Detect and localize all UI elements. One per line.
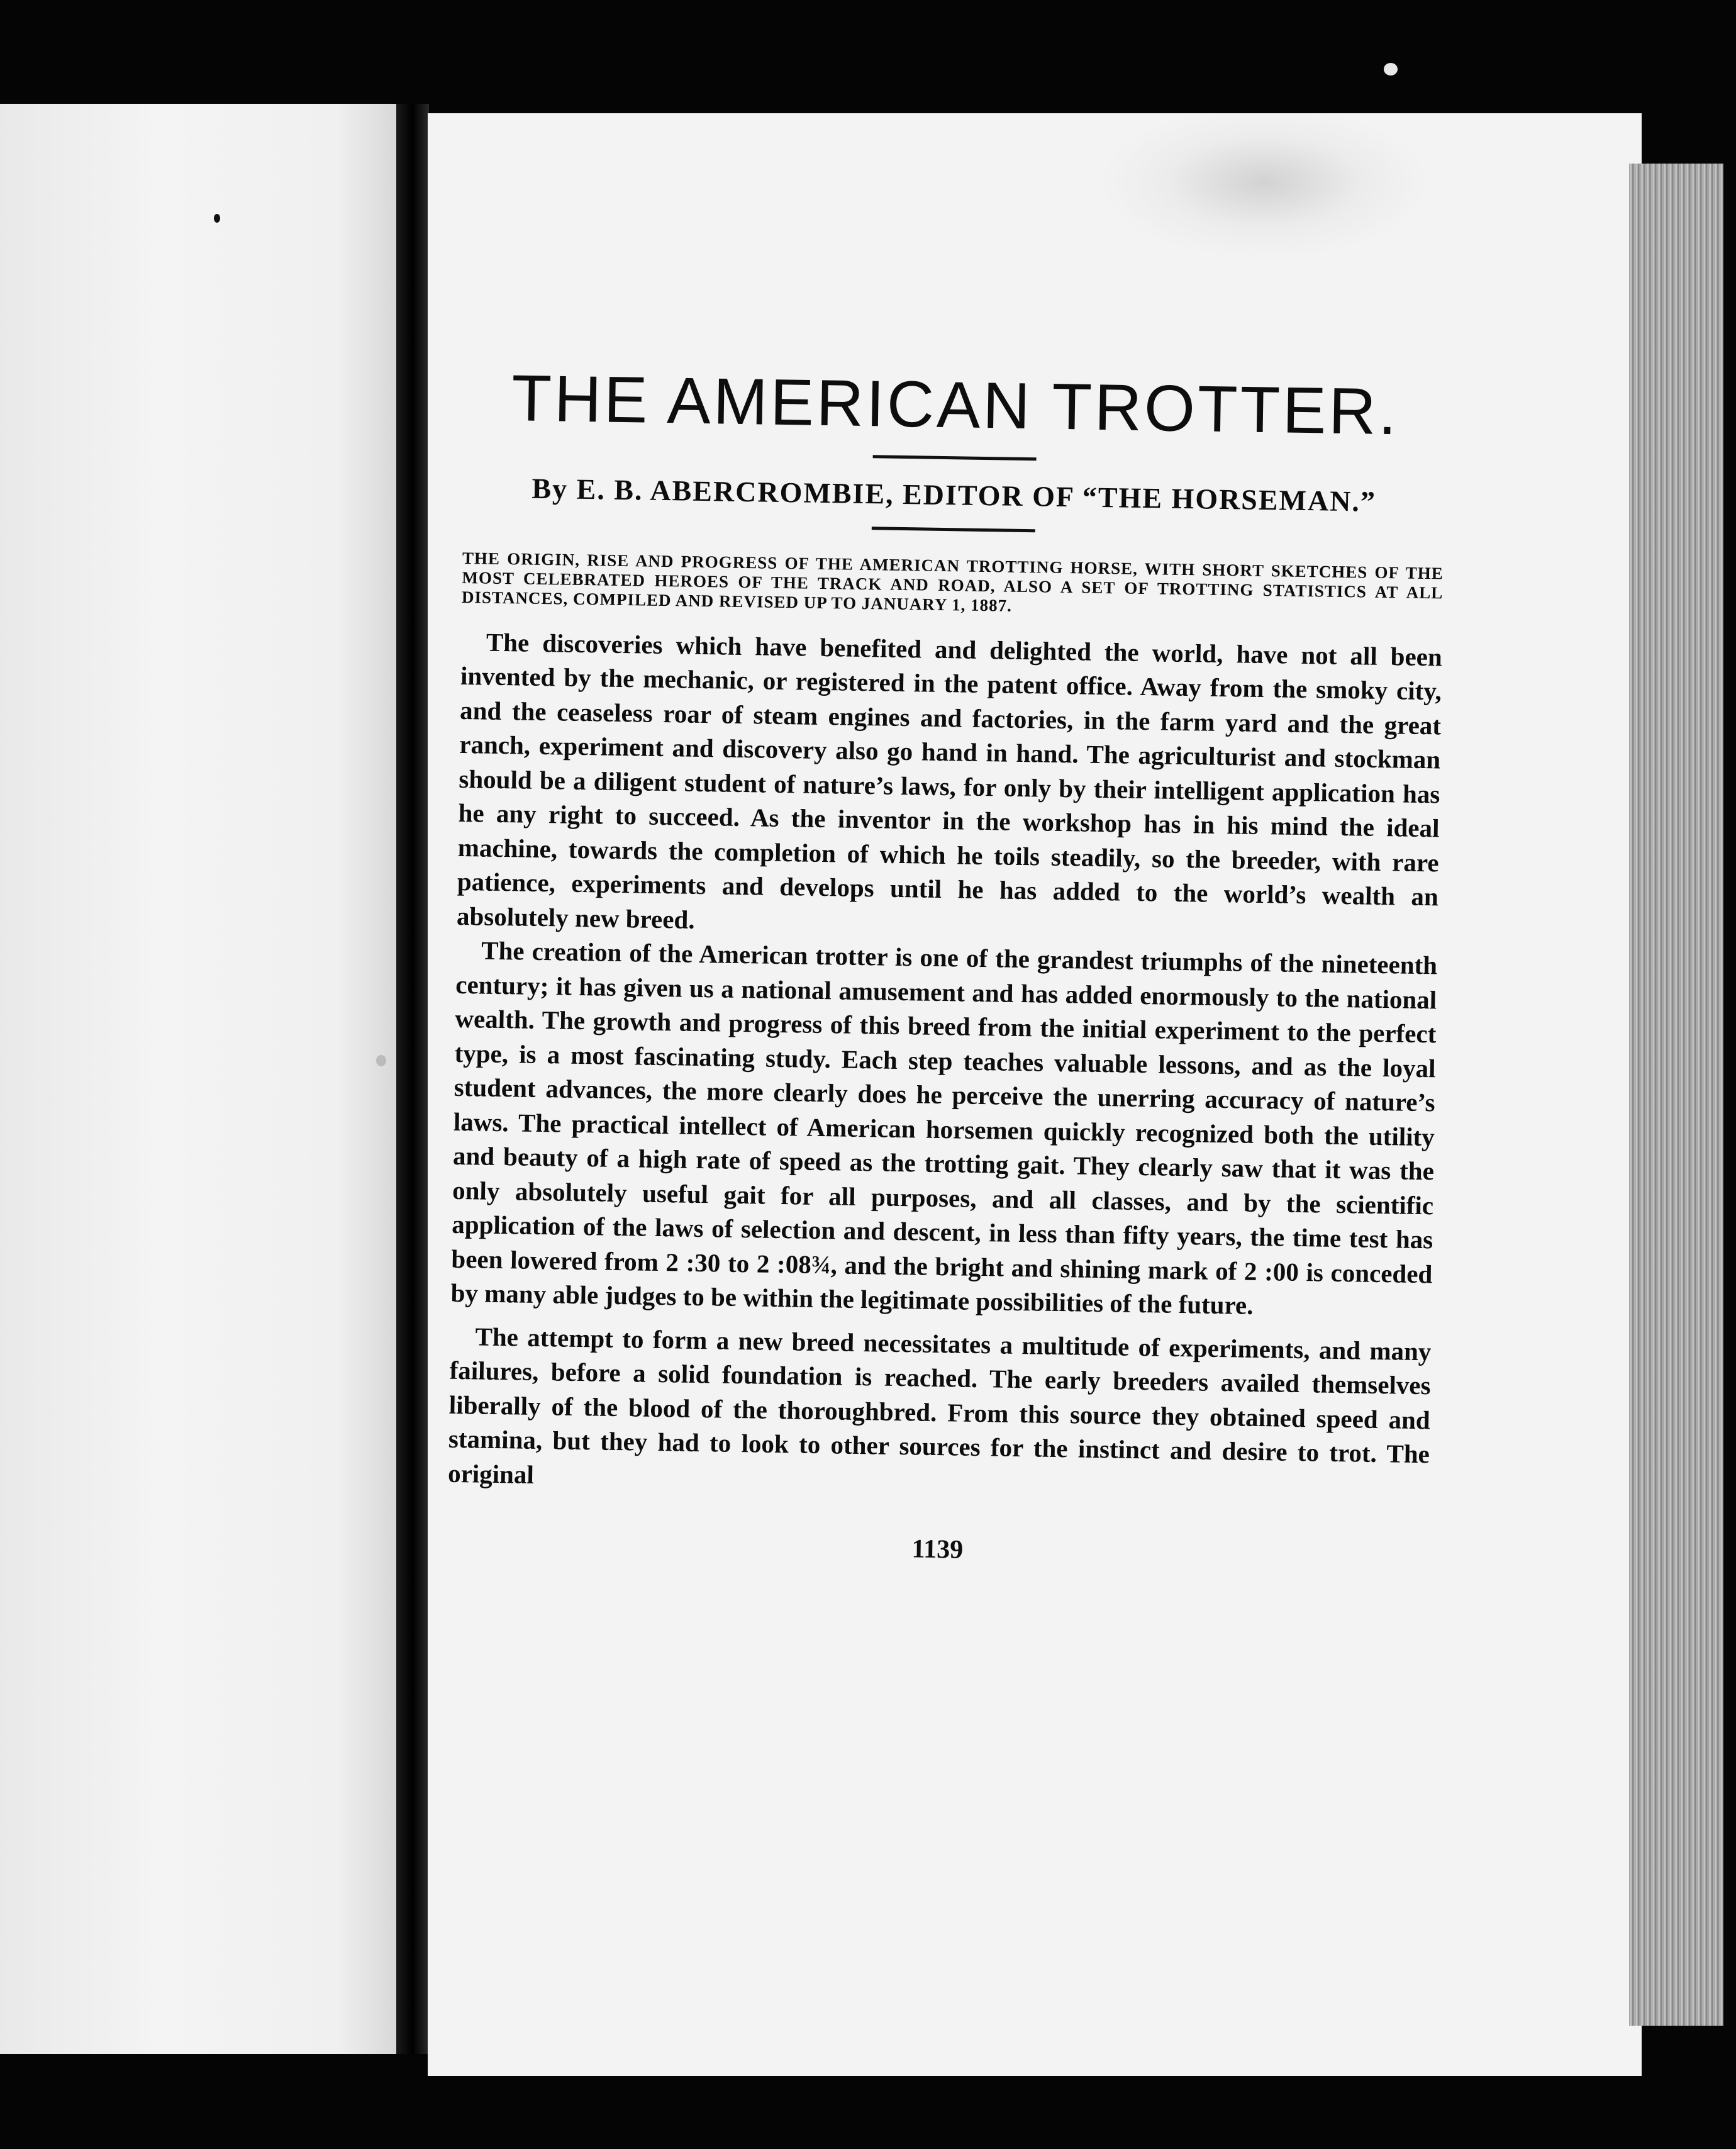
byline-rule (872, 527, 1035, 532)
article-body (448, 625, 1442, 1506)
paragraph: The attempt to form a new breed necessitates a multitude of experiments, and many failures, before a solid foundation is reached. The early breeders availed themselves liberally of the blood of the thoroughbred. From this source they obtained speed and stamina, but they had to look to other sources for the instinct and desire to trot. The original (447, 1322, 1432, 1489)
article-title: THE AMERICAN TROTTER. (511, 362, 1400, 449)
left-page (0, 104, 396, 2054)
ink-speck (214, 214, 220, 223)
page-edges (1629, 164, 1723, 2026)
title-rule (873, 455, 1037, 460)
paragraph: The creation of the American trotter is one of the grandest triumphs of the nineteenth century; it has given us a national amusement and has added enormously to the national wealth. The growth and progress of this breed from the initial experiment to the perfect type, is a most fascinating study. Each step teaches valuable lessons, and as the loyal student advances, the more clearly does he perceive the unerring accuracy of nature’s laws. The practical intellect of American horsemen quickly recognized both the utility and beauty of a high rate of speed as the trotting gait. They clearly saw that it was the only absolutely useful gait for all purposes, and all classes, and by the scientific application of the laws of selection and descent, in less than fifty years, the time test has been lowered from 2 :30 to 2 :08¾, and the bright and shining mark of 2 :00 is conceded by many able judges to be within the legitimate possibilities of the future. (450, 935, 1438, 1320)
ink-speck (376, 1055, 386, 1066)
paragraph: The discoveries which have benefited and delighted the world, have not all been invented by the mechanic, or registered in the patent office. Away from the smoky city, and the ceaseless roar of steam engines and factories, in the farm yard and the great ranch, experiment and discovery also go hand in hand. The agriculturist and stockman should be a diligent student of nature’s laws, for only by their intelligent application has he any right to succeed. As the inventor in the workshop has in his mind the ideal machine, towards the completion of which he toils steadily, so the breeder, with rare patience, experiments and develops until he has added to the world’s wealth an absolutely new breed. (456, 627, 1443, 934)
ink-speck (1384, 63, 1398, 75)
page-number: 1139 (911, 1534, 964, 1565)
article-summary: THE ORIGIN, RISE AND PROGRESS OF THE AMERICAN TROTTING HORSE, WITH SHORT SKETCHES OF THE MOST CELEBRATED HEROES OF THE TRACK AND ROAD, ALSO A SET OF TROTTING STATISTICS AT ALL DISTANCES, COMPILED AND REVISED UP TO JANUARY 1, 1887. (461, 548, 1444, 615)
article (447, 359, 1447, 1573)
article-byline: By E. B. ABERCROMBIE, EDITOR OF “THE HORSEMAN.” (531, 472, 1377, 518)
book-gutter (396, 104, 429, 2054)
